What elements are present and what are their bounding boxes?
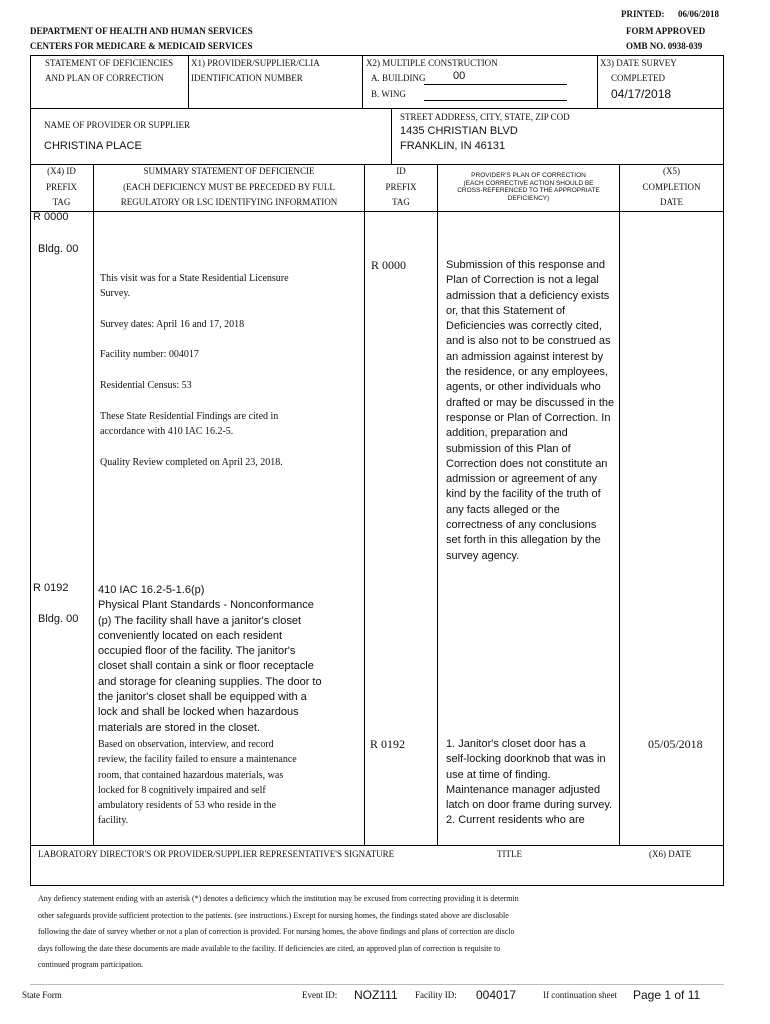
page-number: Page 1 of 11: [633, 988, 701, 1002]
statement-label-2: AND PLAN OF CORRECTION: [45, 73, 164, 83]
r0192-completion-date: 05/05/2018: [648, 737, 703, 751]
footnote-line: days following the date these documents are made available to the facility. If deficiencies are cited, an approved plan of correction is requisite to: [38, 943, 501, 953]
x2-wing-label: B. WING: [371, 89, 406, 99]
rule: [723, 55, 724, 845]
footnote-line: Any defiency statement ending with an asterisk (*) denotes a deficiency which the institution may be excused from correcting providing it is determin: [38, 894, 519, 903]
footnote-line: other safeguards provide sufficient protection to the patients. (see instructions.) Except for nursing homes, the findings stated above are disclosable: [38, 910, 509, 920]
building-underline: [424, 84, 567, 85]
id-tag-header: TAG: [392, 197, 410, 207]
lab-director-signature-label: LABORATORY DIRECTOR'S OR PROVIDER/SUPPLIER REPRESENTATIVE'S SIGNATURE: [38, 849, 395, 859]
plan-header-line: DEFICIENCY): [507, 194, 550, 202]
summary-line: Survey dates: April 16 and 17, 2018: [100, 318, 245, 330]
regulation-line: materials are stored in the closet.: [98, 721, 261, 734]
plan-line: Submission of this response and: [446, 259, 605, 271]
summary-line: [100, 393, 289, 408]
r0192-regulation-text: [98, 583, 322, 736]
r0000-building: Bldg. 00: [38, 243, 79, 255]
plan-line: Plan of Correction is not a legal: [446, 274, 599, 287]
provider-name-value: CHRISTINA PLACE: [44, 140, 142, 152]
plan-line: drafted or may be discussed in the: [446, 396, 615, 409]
provider-name-label: NAME OF PROVIDER OR SUPPLIER: [44, 120, 191, 130]
form-approved: FORM APPROVED: [626, 26, 706, 36]
plan-line: 1. Janitor's closet door has a: [446, 738, 586, 750]
plan-line: an admission against interest by: [446, 350, 604, 363]
summary-line: [100, 363, 289, 378]
title-label: TITLE: [497, 849, 522, 859]
r0192-plan-of-correction: [446, 737, 612, 829]
plan-line: Maintenance manager adjusted: [446, 783, 601, 796]
plan-line: use at time of finding.: [446, 768, 551, 781]
rule: [364, 164, 365, 845]
deficiency-footnote: [38, 891, 519, 974]
plan-line: latch on door frame during survey.: [446, 799, 613, 812]
summary-line: [100, 302, 289, 317]
rule: [93, 164, 94, 845]
x2-building-value: 00: [453, 70, 466, 82]
plan-line: Deficiencies was correctly cited,: [446, 320, 602, 333]
plan-line: or, that this Statement of: [446, 304, 566, 317]
summary-line: Residential Census: 53: [100, 380, 192, 392]
regulation-line: Physical Plant Standards - Nonconformance: [98, 599, 314, 612]
event-id-value: NOZ111: [354, 988, 398, 1002]
r0192-building: Bldg. 00: [38, 613, 79, 625]
findings-line: room, that contained hazardous materials, was: [98, 769, 284, 781]
plan-line: addition, preparation and: [446, 427, 568, 440]
statement-label-1: STATEMENT OF DEFICIENCIES: [45, 58, 174, 68]
x5-header: (X5): [663, 166, 680, 176]
regulation-line: the janitor's closet shall be equipped with a: [98, 691, 307, 704]
x6-date-label: (X6) DATE: [649, 849, 692, 859]
plan-line: agents, or other individuals who: [446, 381, 601, 394]
id-header: ID: [396, 166, 406, 176]
x2-building-label: A. BUILDING: [371, 73, 426, 83]
omb-number: OMB NO. 0938-039: [626, 41, 703, 51]
state-form-label: State Form: [22, 990, 62, 1000]
plan-of-correction-header: [438, 172, 619, 202]
r0000-id-tag: R 0000: [371, 258, 407, 272]
findings-line: Based on observation, interview, and record: [98, 739, 274, 750]
plan-line: self-locking doorknob that was in: [446, 753, 606, 766]
plan-line: kind by the facility of the truth of: [446, 488, 601, 501]
plan-header-line: PROVIDER'S PLAN OF CORRECTION: [471, 172, 586, 179]
plan-line: the residence, or any employees,: [446, 366, 609, 379]
rule: [723, 845, 724, 885]
summary-line: accordance with 410 IAC 16.2-5.: [100, 425, 234, 437]
rule: [30, 845, 31, 885]
rule: [30, 845, 724, 846]
summary-header-2: (EACH DEFICIENCY MUST BE PRECEDED BY FULL: [123, 182, 335, 192]
footnote-line: following the date of survey whether or not a plan of correction is provided. For nursing homes, the above findings and plans of correction are disclo: [38, 927, 515, 937]
regulation-line: closet shall contain a sink or floor receptacle: [98, 660, 314, 673]
rule: [391, 108, 392, 164]
findings-line: review, the facility failed to ensure a maintenance: [98, 754, 297, 766]
continuation-sheet-label: If continuation sheet: [543, 990, 617, 1000]
x5-date-header: DATE: [660, 197, 683, 207]
x4-id-header: (X4) ID: [47, 166, 76, 176]
x3-completed-label: COMPLETED: [611, 73, 665, 83]
rule: [188, 55, 189, 108]
x1-identification-label: IDENTIFICATION NUMBER: [191, 73, 303, 83]
plan-line: correctness of any conclusions: [446, 519, 597, 532]
rule: [619, 164, 620, 845]
facility-id-value: 004017: [476, 988, 517, 1002]
r0192-id-tag: R 0192: [370, 737, 406, 751]
x4-prefix-header: PREFIX: [45, 182, 77, 192]
wing-underline: [424, 100, 567, 101]
rule: [362, 55, 363, 108]
x4-tag-header: TAG: [52, 197, 71, 207]
findings-line: facility.: [98, 815, 129, 827]
plan-line: any facts alleged or the: [446, 503, 560, 516]
plan-line: admission that a deficiency exists: [446, 289, 610, 302]
summary-line: [100, 439, 289, 454]
rule: [30, 108, 724, 109]
findings-line: locked for 8 cognitively impaired and self: [98, 784, 266, 796]
summary-header-3: REGULATORY OR LSC IDENTIFYING INFORMATION: [120, 197, 338, 207]
rule: [30, 55, 724, 56]
event-id-label: Event ID:: [302, 990, 338, 1000]
footnote-line: continued program participation.: [38, 960, 144, 970]
street-address-label: STREET ADDRESS, CITY, STATE, ZIP COD: [400, 112, 570, 122]
rule: [437, 164, 438, 845]
regulation-line: (p) The facility shall have a janitor's closet: [98, 614, 302, 627]
plan-line: and is also not to be construed as: [446, 335, 611, 348]
facility-id-label: Facility ID:: [415, 990, 457, 1000]
summary-line: Quality Review completed on April 23, 2018.: [100, 456, 283, 468]
plan-line: survey agency.: [446, 549, 520, 562]
summary-line: [100, 332, 289, 347]
summary-line: These State Residential Findings are cited in: [100, 410, 279, 422]
r0000-summary: [100, 271, 289, 470]
regulation-line: lock and shall be locked when hazardous: [98, 706, 299, 719]
summary-line: Survey.: [100, 288, 131, 300]
plan-line: 2. Current residents who are: [446, 814, 585, 827]
summary-header-1: SUMMARY STATEMENT OF DEFICIENCIE: [143, 166, 315, 176]
regulation-line: and storage for cleaning supplies. The door to: [98, 675, 322, 688]
x1-provider-label: X1) PROVIDER/SUPPLIER/CLIA: [191, 58, 320, 68]
footer-rule: [30, 984, 724, 985]
plan-header-line: CROSS-REFERENCED TO THE APPROPRIATE: [457, 187, 600, 194]
r0000-prefix-tag: R 0000: [33, 211, 69, 223]
printed-label: PRINTED:: [621, 9, 665, 19]
x2-multiple-construction-label: X2) MULTIPLE CONSTRUCTION: [366, 58, 498, 68]
address-line-1: 1435 CHRISTIAN BLVD: [400, 125, 518, 137]
address-line-2: FRANKLIN, IN 46131: [400, 140, 506, 152]
plan-line: admission or agreement of any: [446, 473, 598, 486]
centers-heading: CENTERS FOR MEDICARE & MEDICAID SERVICES: [30, 41, 253, 51]
regulation-line: conveniently located on each resident: [98, 629, 283, 642]
plan-header-line: (EACH CORRECTIVE ACTION SHOULD BE: [463, 179, 594, 187]
regulation-line: occupied floor of the facility. The janitor's: [98, 645, 296, 658]
id-prefix-header: PREFIX: [385, 182, 417, 192]
summary-line: This visit was for a State Residential Licensure: [100, 273, 289, 284]
x3-survey-date: 04/17/2018: [611, 87, 672, 101]
plan-line: set forth in this allegation by the: [446, 534, 601, 547]
findings-line: ambulatory residents of 53 who reside in the: [98, 800, 277, 812]
plan-line: response or Plan of Correction. In: [446, 411, 611, 424]
printed-date: 06/06/2018: [678, 9, 720, 19]
plan-line: Correction does not constitute an: [446, 457, 608, 470]
r0192-prefix-tag: R 0192: [33, 582, 69, 594]
rule: [30, 885, 724, 886]
r0000-plan-of-correction: [446, 258, 614, 564]
regulation-line: 410 IAC 16.2-5-1.6(p): [98, 584, 205, 596]
department-heading: DEPARTMENT OF HEALTH AND HUMAN SERVICES: [30, 26, 253, 36]
rule: [597, 55, 598, 108]
x3-date-survey-label: X3) DATE SURVEY: [600, 58, 677, 68]
summary-line: Facility number: 004017: [100, 349, 199, 361]
plan-line: submission of this Plan of: [446, 442, 571, 455]
r0192-findings: [98, 737, 297, 829]
x5-completion-header: COMPLETION: [642, 182, 701, 192]
